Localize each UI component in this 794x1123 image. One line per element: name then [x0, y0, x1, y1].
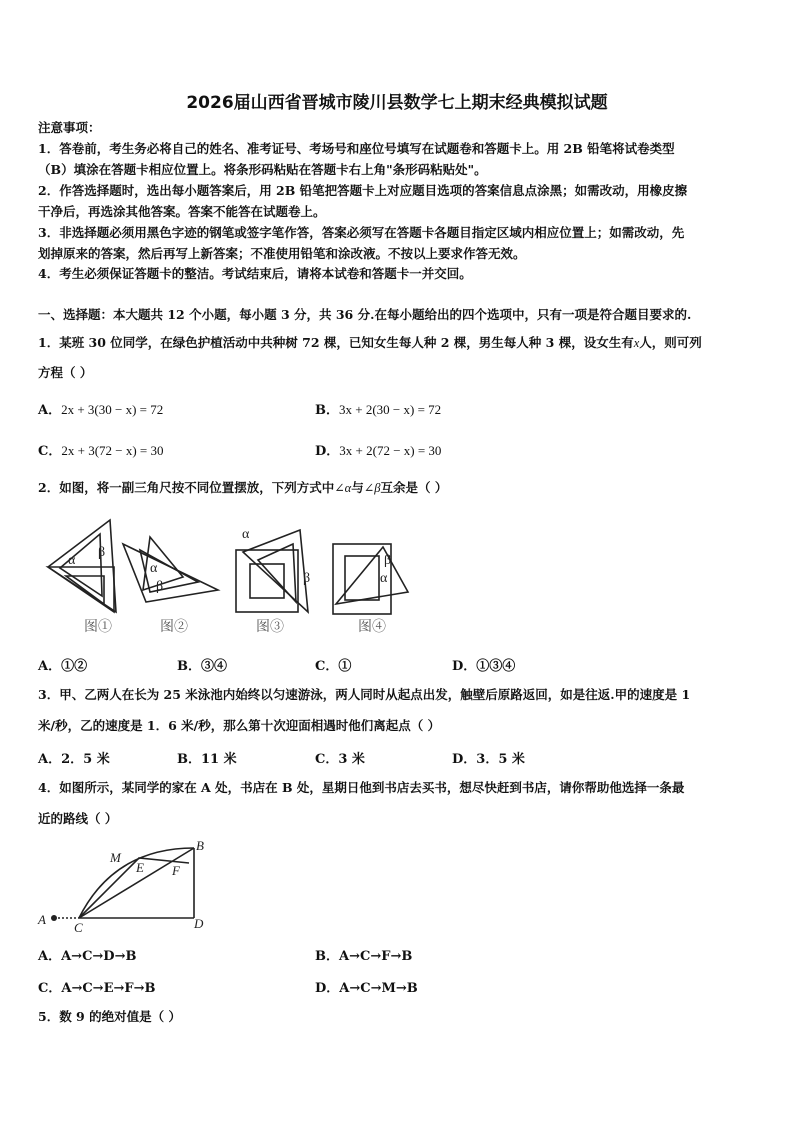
question-3-stem-2: 米/秒，乙的速度是 1．6 米/秒，那么第十次迎面相遇时他们离起点（ ）: [38, 718, 441, 733]
point-m-label: M: [110, 850, 121, 865]
beta-angle: ∠β: [363, 481, 381, 495]
beta-label: β: [384, 553, 392, 568]
beta-label: β: [156, 579, 164, 594]
question-5-stem: 5．数 9 的绝对值是（ ）: [38, 1009, 181, 1024]
alpha-angle: ∠α: [334, 481, 352, 495]
q1-option-c[interactable]: [38, 440, 164, 459]
beta-label: β: [303, 571, 311, 586]
option-label: C．: [38, 444, 62, 459]
point-f-label: F: [172, 863, 180, 878]
page-title: 2026届山西省晋城市陵川县数学七上期末经典模拟试题: [186, 93, 608, 113]
point-b-label: B: [196, 838, 204, 853]
option-text: ①②: [61, 659, 88, 674]
q2-option-b[interactable]: [177, 655, 227, 674]
q2-option-d[interactable]: [452, 655, 515, 674]
notice-line: 干净后，再选涂其他答案。答案不能答在试题卷上。: [38, 204, 326, 219]
q1-option-d[interactable]: [315, 440, 441, 459]
option-text: ①: [338, 659, 352, 674]
option-label: A．: [38, 659, 62, 674]
alpha-label: α: [380, 571, 388, 586]
point-e-label: E: [136, 860, 144, 875]
q2-option-a[interactable]: [38, 655, 87, 674]
question-1-stem: [38, 334, 758, 352]
q1-option-b[interactable]: [315, 399, 441, 418]
q4-option-b[interactable]: [315, 945, 412, 964]
option-label: C．: [315, 752, 339, 767]
q4-option-d[interactable]: [315, 977, 418, 996]
question-4-stem: 4．如图所示，某同学的家在 A 处，书店在 B 处，星期日他到书店去买书，想尽快赶到书店，请你帮助他选择一条最: [38, 780, 685, 795]
option-label: D．: [315, 444, 340, 459]
q3-option-d[interactable]: [452, 748, 525, 767]
figure-label-4: 图④: [358, 620, 386, 635]
notice-heading: 注意事项：: [38, 120, 101, 135]
question-3-stem: 3．甲、乙两人在长为 25 米泳池内始终以匀速游泳，两人同时从起点出发，触壁后原路返回，如是往返.甲的速度是 1: [38, 687, 691, 702]
q4-option-c[interactable]: [38, 977, 156, 996]
option-expression: 2x + 3(30 − x) = 72: [61, 402, 164, 417]
point-d-label: D: [194, 916, 204, 931]
q3-option-b[interactable]: [177, 748, 237, 767]
figure-3: [236, 530, 311, 612]
option-text: A→C→D→B: [61, 949, 137, 964]
question-1-variable: x: [633, 336, 640, 350]
option-expression: 3x + 2(30 − x) = 72: [339, 402, 442, 417]
alpha-label: α: [242, 527, 250, 542]
q3-option-c[interactable]: [315, 748, 365, 767]
option-label: B．: [315, 403, 339, 418]
figure-label-3: 图③: [256, 620, 284, 635]
figure-2: [123, 537, 218, 602]
option-text: A→C→F→B: [339, 949, 413, 964]
figure-4: [333, 544, 408, 614]
option-text: 3 米: [338, 752, 365, 767]
option-expression: 2x + 3(72 − x) = 30: [61, 443, 164, 458]
route-map-figure: [34, 838, 224, 934]
q1-option-a[interactable]: [38, 399, 163, 418]
alpha-label: α: [150, 561, 158, 576]
question-2-text-end: 互余是（ ）: [380, 480, 448, 495]
option-label: B．: [177, 659, 201, 674]
notice-line: （B）填涂在答题卡相应位置上。将条形码粘贴在答题卡右上角"条形码粘贴处"。: [38, 162, 487, 177]
beta-label: β: [98, 545, 106, 560]
question-1-text-end: 人，则可列: [639, 335, 702, 350]
figure-1: [48, 520, 116, 612]
notice-line: 4．考生必须保证答题卡的整洁。考试结束后，请将本试卷和答题卡一并交回。: [38, 266, 472, 281]
option-label: D．: [452, 752, 477, 767]
q3-option-a[interactable]: [38, 748, 110, 767]
q4-option-a[interactable]: [38, 945, 136, 964]
question-2-text: 2．如图，将一副三角尺按不同位置摆放，下列方式中: [38, 480, 335, 495]
option-text: 2．5 米: [61, 752, 110, 767]
option-text: 11 米: [201, 752, 237, 767]
question-4-stem-2: 近的路线（ ）: [38, 811, 118, 826]
option-label: A．: [38, 752, 62, 767]
point-c-label: C: [74, 920, 83, 934]
option-text: A→C→E→F→B: [61, 981, 156, 996]
option-label: C．: [315, 659, 339, 674]
figure-label-1: 图①: [84, 620, 112, 635]
section-heading: 一、选择题：本大题共 12 个小题，每小题 3 分，共 36 分.在每小题给出的四个选项中，只有一项是符合题目要求的.: [38, 307, 692, 322]
question-1-stem-2: 方程（ ）: [38, 365, 93, 380]
option-label: A．: [38, 949, 62, 964]
question-2-text-mid: 与: [351, 480, 364, 495]
option-text: ③④: [201, 659, 228, 674]
question-2-stem: [38, 479, 758, 497]
point-a-label: A: [38, 912, 46, 927]
option-label: B．: [177, 752, 201, 767]
option-label: A．: [38, 403, 62, 418]
option-label: B．: [315, 949, 339, 964]
notice-line: 1．答卷前，考生务必将自己的姓名、准考证号、考场号和座位号填写在试题卷和答题卡上。用 2B 铅笔将试卷类型: [38, 141, 675, 156]
q2-option-c[interactable]: [315, 655, 351, 674]
notice-line: 划掉原来的答案，然后再写上新答案；不准使用铅笔和涂改液。不按以上要求作答无效。: [38, 246, 526, 261]
alpha-label: α: [68, 553, 76, 568]
option-label: C．: [38, 981, 62, 996]
question-1-text: 1．某班 30 位同学，在绿色护植活动中共种树 72 棵，已知女生每人种 2 棵，男生每人种 3 棵，设女生有: [38, 335, 634, 350]
option-expression: 3x + 2(72 − x) = 30: [339, 443, 442, 458]
notice-line: 2．作答选择题时，选出每小题答案后，用 2B 铅笔把答题卡上对应题目选项的答案信息点涂黑；如需改动，用橡皮擦: [38, 183, 688, 198]
option-text: A→C→M→B: [339, 981, 418, 996]
option-label: D．: [315, 981, 340, 996]
option-text: 3．5 米: [476, 752, 525, 767]
notice-line: 3．非选择题必须用黑色字迹的钢笔或签字笔作答，答案必须写在答题卡各题目指定区域内相应位置上；如需改动，先: [38, 225, 685, 240]
option-label: D．: [452, 659, 477, 674]
option-text: ①③④: [476, 659, 516, 674]
figure-label-2: 图②: [160, 620, 188, 635]
